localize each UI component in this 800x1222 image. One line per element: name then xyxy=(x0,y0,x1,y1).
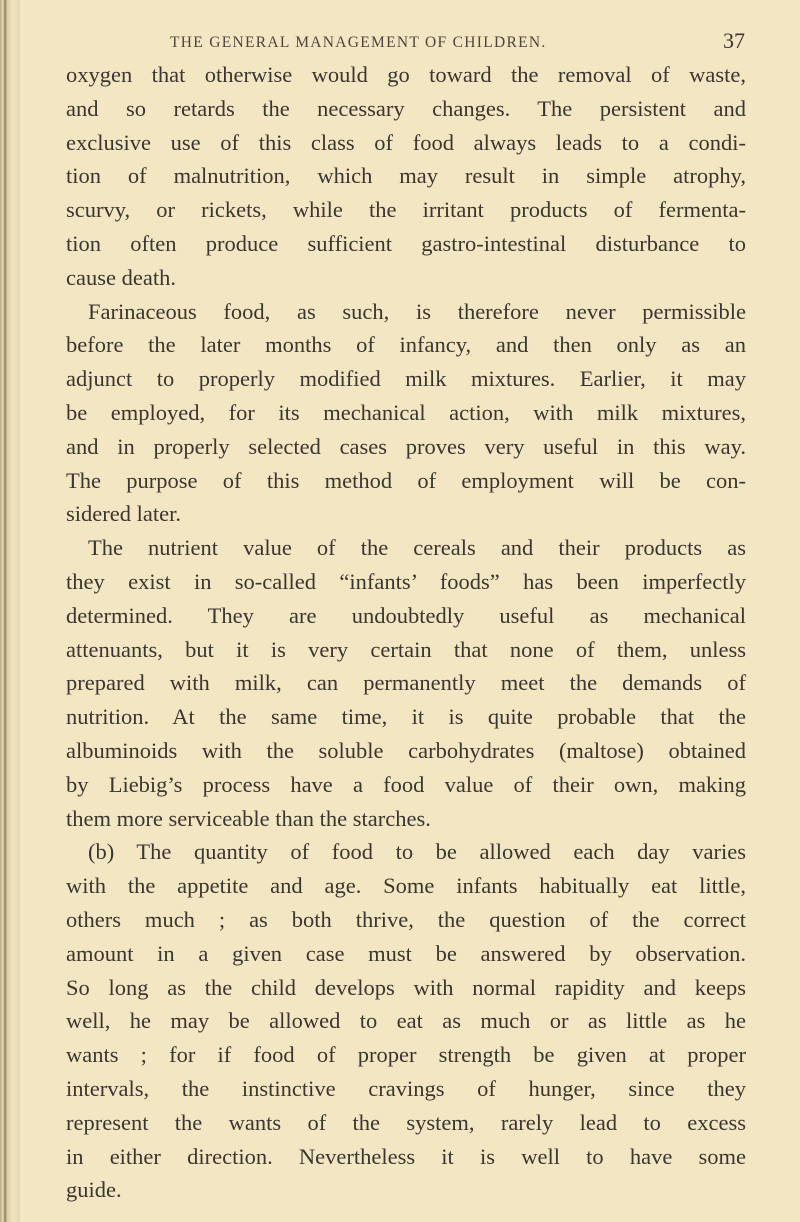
text-line: amount in a given case must be answered by observation. xyxy=(66,940,746,966)
text-line: The nutrient value of the cereals and their products as xyxy=(88,535,746,561)
text-line: sidered later. xyxy=(66,501,181,527)
text-line: exclusive use of this class of food always leads to a condi- xyxy=(66,129,746,155)
text-line: determined. They are undoubtedly useful as mechanical xyxy=(66,602,746,628)
text-line: (b) The quantity of food to be allowed each day varies xyxy=(88,839,746,865)
page-header xyxy=(170,30,745,54)
text-line: be employed, for its mechanical action, with milk mixtures, xyxy=(66,399,746,425)
text-line: represent the wants of the system, rarely lead to excess xyxy=(66,1109,746,1135)
text-line: attenuants, but it is very certain that none of them, unless xyxy=(66,636,746,662)
text-line: with the appetite and age. Some infants habitually eat little, xyxy=(66,873,746,899)
text-line: them more serviceable than the starches. xyxy=(66,805,431,831)
text-line: tion often produce sufficient gastro-intestinal disturbance to xyxy=(66,230,746,256)
text-line: Farinaceous food, as such, is therefore never permissible xyxy=(88,298,746,324)
page-body xyxy=(66,58,746,1207)
text-line: wants ; for if food of proper strength be given at proper xyxy=(66,1042,746,1068)
text-line: by Liebig’s process have a food value of their own, making xyxy=(66,771,746,797)
text-line: guide. xyxy=(66,1177,122,1203)
text-line: in either direction. Nevertheless it is well to have some xyxy=(66,1143,746,1169)
text-line: well, he may be allowed to eat as much or as little as he xyxy=(66,1008,746,1034)
text-line: they exist in so-called “infants’ foods” has been imperfectly xyxy=(66,568,746,594)
text-line: scurvy, or rickets, while the irritant products of fermenta- xyxy=(66,197,746,223)
text-line: adjunct to properly modified milk mixtures. Earlier, it may xyxy=(66,366,746,392)
text-line: nutrition. At the same time, it is quite probable that the xyxy=(66,704,746,730)
text-line: others much ; as both thrive, the question of the correct xyxy=(66,906,746,932)
text-line: before the later months of infancy, and then only as an xyxy=(66,332,746,358)
running-title: THE GENERAL MANAGEMENT OF CHILDREN. xyxy=(170,34,547,51)
text-line: intervals, the instinctive cravings of hunger, since they xyxy=(66,1075,746,1101)
text-line: prepared with milk, can permanently meet the demands of xyxy=(66,670,746,696)
book-spine-edge xyxy=(0,0,20,1222)
page-number: 37 xyxy=(723,28,745,53)
text-line: The purpose of this method of employment will be con- xyxy=(66,467,746,493)
text-line: albuminoids with the soluble carbohydrates (maltose) obtained xyxy=(66,737,746,763)
text-line: So long as the child develops with normal rapidity and keeps xyxy=(66,974,746,1000)
text-line: tion of malnutrition, which may result in simple atrophy, xyxy=(66,163,746,189)
text-line: cause death. xyxy=(66,264,176,290)
text-line: and in properly selected cases proves very useful in this way. xyxy=(66,433,746,459)
text-line: and so retards the necessary changes. The persistent and xyxy=(66,95,746,121)
text-line: oxygen that otherwise would go toward the removal of waste, xyxy=(66,62,746,87)
